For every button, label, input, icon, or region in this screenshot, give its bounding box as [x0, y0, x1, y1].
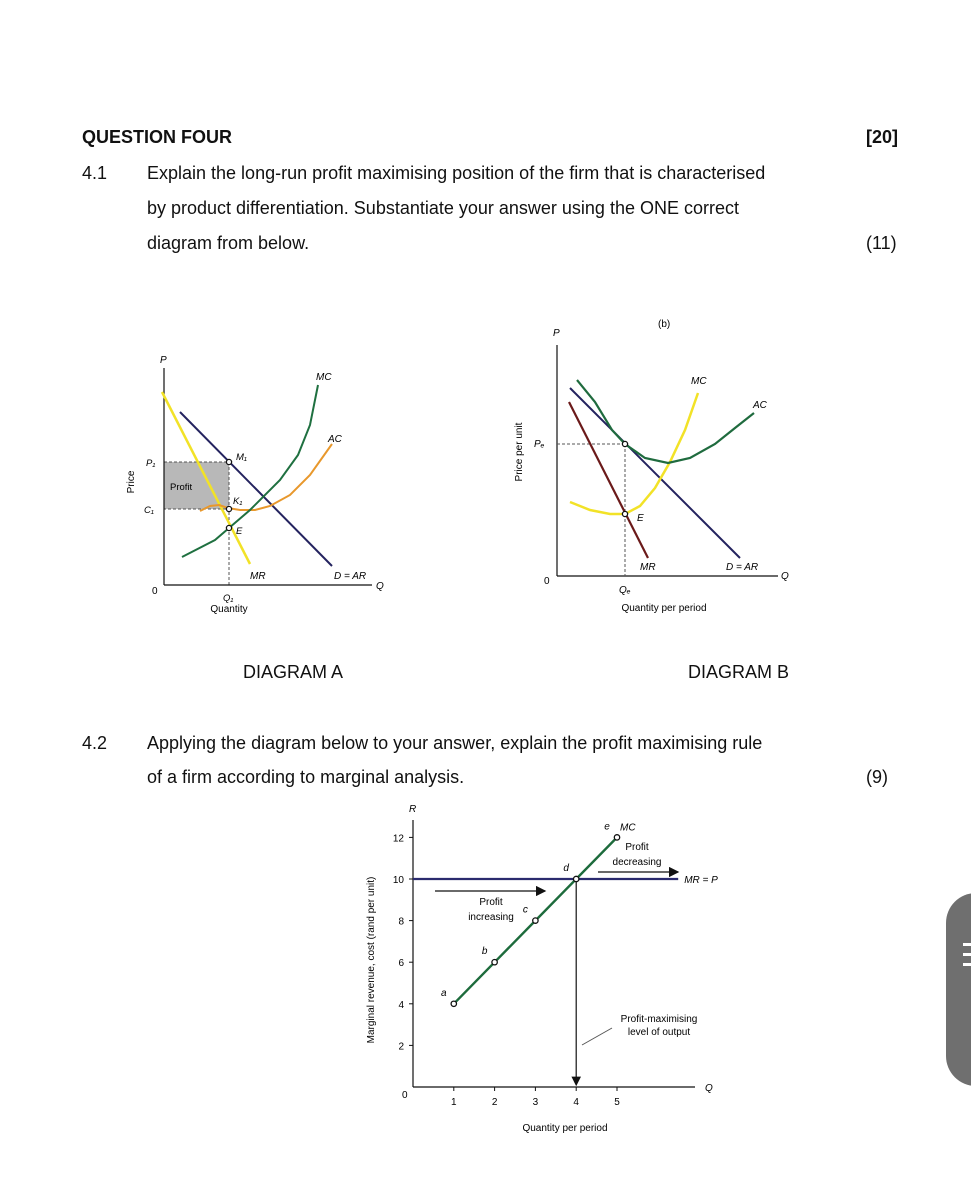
axis-letter-r: R	[409, 804, 417, 815]
y-tick-label-2: 2	[398, 1041, 404, 1053]
mc-point-label-a: a	[441, 987, 447, 999]
x-tick-label-1: 1	[451, 1097, 457, 1108]
diagram-a-caption: DIAGRAM A	[243, 662, 344, 682]
q41-line-3: diagram from below.	[147, 233, 310, 253]
label-k1: K₁	[233, 496, 243, 507]
axis-title-quantity: Quantity	[210, 604, 248, 615]
tab-grip-1	[963, 943, 971, 946]
label-e: E	[236, 526, 243, 537]
origin-label: 0	[544, 576, 550, 587]
axis-title-price: Price per unit	[514, 422, 525, 482]
profit-max-pointer	[582, 1028, 612, 1045]
axis-letter-q: Q	[781, 571, 789, 582]
label-mr: MR	[250, 571, 266, 582]
x-axis-title: Quantity per period	[522, 1123, 608, 1134]
q42-line-2: of a firm according to marginal analysis.	[147, 767, 465, 787]
question-total-marks: [20]	[866, 127, 899, 147]
marginal-analysis-chart	[360, 800, 750, 1145]
label-q1: Q₁	[223, 593, 234, 604]
q41-marks: (11)	[866, 233, 897, 253]
mr-label: MR = P	[684, 875, 718, 886]
axis-title-price: Price	[126, 470, 137, 494]
origin-label: 0	[152, 586, 158, 597]
axis-letter-p: P	[160, 355, 167, 366]
label-qe: Qₑ	[619, 585, 631, 596]
axis-letter-p: P	[553, 328, 560, 339]
x-tick-label-3: 3	[532, 1097, 539, 1108]
point-pe	[622, 441, 627, 446]
label-pe: Pₑ	[534, 439, 545, 450]
tab-grip-3	[963, 963, 971, 966]
profit-max-line-1: Profit-maximising	[620, 1014, 698, 1025]
demand-ar-line	[570, 388, 740, 558]
q41-line-1: Explain the long-run profit maximising position of the firm that is characterised	[147, 163, 766, 183]
point-k1	[226, 506, 231, 511]
side-panel-tab[interactable]	[946, 893, 971, 1086]
diagram-b	[500, 310, 810, 630]
label-e: E	[637, 513, 644, 524]
mc-point-a	[451, 1001, 456, 1006]
question-title: QUESTION FOUR	[82, 127, 233, 147]
label-mr: MR	[640, 562, 656, 573]
label-ac: AC	[753, 400, 767, 411]
x-tick-label-2: 2	[491, 1097, 498, 1108]
y-tick-label-6: 6	[398, 958, 404, 970]
label-dar: D = AR	[334, 571, 367, 582]
y-tick-label-12: 12	[392, 833, 404, 845]
mc-point-label-b: b	[481, 946, 488, 958]
point-m1	[226, 459, 231, 464]
profit-increasing-line-2: increasing	[468, 912, 514, 923]
q42-marks: (9)	[866, 767, 888, 787]
label-profit: Profit	[170, 482, 193, 493]
mc-point-c	[533, 918, 538, 923]
q41-line-2: by product differentiation. Substantiate your answer using the ONE correct	[147, 198, 739, 218]
point-e	[622, 511, 627, 516]
diagram-a	[110, 350, 400, 620]
mc-point-e	[614, 835, 619, 840]
q42-number: 4.2	[82, 733, 108, 753]
profit-decreasing-line-2: decreasing	[612, 857, 662, 868]
mc-point-d	[574, 876, 579, 881]
x-tick-label-4: 4	[573, 1097, 579, 1108]
profit-increasing-line-1: Profit	[479, 897, 503, 908]
y-tick-label-8: 8	[398, 916, 404, 928]
profit-decreasing-line-1: Profit	[625, 842, 649, 853]
label-m1: M₁	[236, 452, 247, 463]
origin-label: 0	[402, 1090, 408, 1101]
label-dar: D = AR	[726, 562, 759, 573]
axis-letter-q: Q	[705, 1083, 713, 1094]
label-c1: C₁	[144, 505, 154, 516]
mc-point-label-e: e	[604, 821, 610, 833]
mc-label: MC	[620, 822, 636, 834]
y-tick-label-10: 10	[392, 875, 404, 886]
mc-point-b	[492, 960, 497, 965]
profit-max-line-2: level of output	[627, 1027, 691, 1038]
mc-point-label-d: d	[563, 863, 569, 874]
label-mc: MC	[691, 376, 707, 387]
tab-grip-2	[963, 953, 971, 956]
point-e	[226, 525, 231, 530]
q41-number: 4.1	[82, 163, 108, 183]
panel-label: (b)	[658, 319, 671, 330]
y-axis-title: Marginal revenue, cost (rand per unit)	[366, 876, 377, 1044]
mc-point-label-c: c	[522, 904, 528, 916]
axis-title-quantity: Quantity per period	[621, 603, 707, 614]
diagram-b-caption: DIAGRAM B	[688, 662, 790, 682]
label-mc: MC	[316, 372, 332, 383]
label-ac: AC	[328, 434, 342, 445]
axis-letter-q: Q	[376, 581, 384, 592]
y-tick-label-4: 4	[398, 999, 404, 1011]
x-tick-label-5: 5	[614, 1097, 620, 1108]
label-p1: P₁	[146, 458, 156, 469]
q42-line-1: Applying the diagram below to your answer, explain the profit maximising rule	[147, 733, 763, 753]
